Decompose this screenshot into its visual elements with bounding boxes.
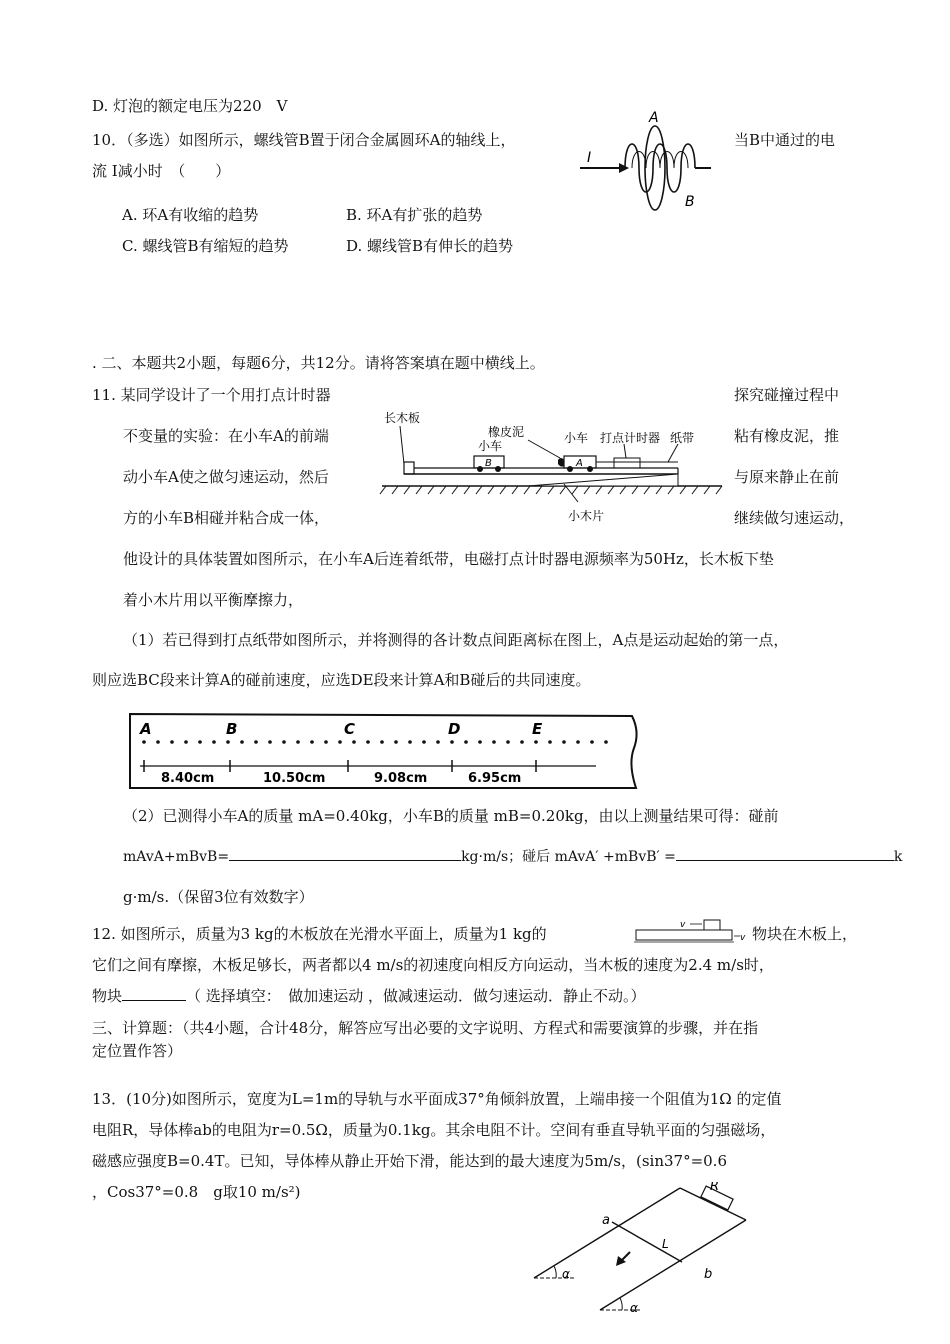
tape-dot — [604, 740, 608, 744]
collision-apparatus-figure — [378, 402, 728, 532]
q11-line5: 他设计的具体装置如图所示，在小车A后连着纸带，电磁打点计时器电源频率为50Hz，长木板下垫 — [123, 550, 774, 568]
q13-line1: 13．(10分)如图所示，宽度为L=1m的导轨与水平面成37°角倾斜放置，上端串接一个阻值为1Ω 的定值 — [92, 1090, 782, 1108]
tape-dot — [156, 740, 160, 744]
unit-fragment: k — [893, 849, 903, 865]
board-block-figure — [630, 914, 750, 948]
q9-option-d: D. 灯泡的额定电压为220 V — [92, 97, 288, 115]
car-b-label: B — [485, 458, 492, 469]
resistor-label: R — [710, 1182, 720, 1194]
tape-dot — [422, 740, 426, 744]
tape-dot — [338, 740, 342, 744]
ring-label: A — [649, 110, 659, 126]
q12-line1: 12. 如图所示，质量为3 kg的木板放在光滑水平面上，质量为1 kg的 — [92, 925, 547, 943]
tape-dot — [282, 740, 286, 744]
current-label: I — [587, 150, 592, 166]
tape-dot — [464, 740, 468, 744]
q11-part2-line2 — [123, 846, 902, 867]
tape-dot — [296, 740, 300, 744]
tape-dot — [492, 740, 496, 744]
tape-dot — [366, 740, 370, 744]
tape-dot — [380, 740, 384, 744]
q12-line3 — [92, 986, 646, 1006]
q13-line4: ，Cos37°=0.8 g取10 m/s²) — [92, 1183, 301, 1201]
q11-line3-cont: 与原来静止在前 — [734, 468, 840, 486]
timer-label: 打点计时器 — [600, 431, 661, 445]
car-a-label: A — [576, 458, 583, 469]
tape-dot — [268, 740, 272, 744]
tape-dot — [142, 740, 146, 744]
tape-dot — [534, 740, 538, 744]
q10-stem-line1-cont: 当B中通过的电 — [734, 131, 836, 149]
q10-option-a: A. 环A有收缩的趋势 — [122, 206, 259, 224]
tape-dot — [310, 740, 314, 744]
board-label: 长木板 — [384, 411, 421, 425]
q11-part1-line1: （1）若已得到打点纸带如图所示，并将测得的各计数点间距离标在图上，A点是运动起始的第一点， — [123, 631, 789, 649]
q11-line1-cont: 探究碰撞过程中 — [734, 386, 840, 404]
tape-distance-label: 8.40cm — [161, 771, 215, 786]
section-3-heading-line2: 定位置作答） — [92, 1042, 183, 1060]
tape-dot — [436, 740, 440, 744]
tape-dot — [240, 740, 244, 744]
angle-alpha-1: α — [562, 1267, 570, 1281]
section-3-heading: 三、计算题：（共4小题，合计48分，解答应写出必要的文字说明、方程式和需要演算的步骤，并在指 — [92, 1019, 759, 1037]
tape-dot — [408, 740, 412, 744]
inclined-rails-figure — [530, 1182, 770, 1318]
q12-line3-label: 物块 — [92, 987, 123, 1005]
tape-dot — [184, 740, 188, 744]
tape-dot — [562, 740, 566, 744]
block-velocity: v — [680, 920, 686, 930]
tape-dot — [576, 740, 580, 744]
q10-option-d: D. 螺线管B有伸长的趋势 — [346, 237, 514, 255]
tape-dot — [352, 740, 356, 744]
q12-line2: 它们之间有摩擦，木板足够长，两者都以4 m/s的初速度向相反方向运动，当木板的速度为2.4 m/s时， — [92, 956, 774, 974]
tape-dot — [590, 740, 594, 744]
clay-label: 橡皮泥 — [488, 425, 525, 439]
rod-end-a: a — [602, 1213, 610, 1228]
q10-stem-line1: 10．（多选）如图所示，螺线管B置于闭合金属圆环A的轴线上， — [92, 131, 516, 149]
tape-dot — [226, 740, 230, 744]
tape-distance-label: 9.08cm — [374, 771, 428, 786]
tape-dot — [324, 740, 328, 744]
tape-point-label: E — [532, 720, 543, 738]
board-velocity: v — [740, 933, 746, 943]
tape-dot — [506, 740, 510, 744]
section-2-heading: . 二、本题共2小题，每题6分，共12分。请将答案填在题中横线上。 — [92, 354, 545, 372]
angle-alpha-2: α — [630, 1301, 638, 1315]
answer-blank-q12[interactable] — [122, 986, 186, 1001]
car-a-name: 小车 — [564, 431, 589, 445]
q11-line3: 动小车A使之做匀速运动，然后 — [123, 468, 329, 486]
answer-blank-after[interactable] — [676, 846, 894, 861]
q11-line2: 不变量的实验：在小车A的前端 — [123, 427, 329, 445]
q11-part1-line2: 则应选BC段来计算A的碰前速度，应选DE段来计算A和B碰后的共同速度。 — [92, 671, 591, 689]
tape-point-label: A — [140, 720, 152, 738]
q11-line6: 着小木片用以平衡摩擦力， — [123, 591, 304, 609]
tape-point-label: D — [448, 720, 461, 738]
car-b-name: 小车 — [478, 439, 503, 453]
tape-distance-label: 6.95cm — [468, 771, 522, 786]
q13-line3: 磁感应强度B=0.4T。已知，导体棒从静止开始下滑，能达到的最大速度为5m/s，(sin37°=0.6 — [92, 1152, 727, 1170]
q11-line2-cont: 粘有橡皮泥，推 — [734, 427, 840, 445]
solenoid-ring-figure — [575, 106, 715, 216]
tape-label: 纸带 — [670, 431, 695, 445]
paper-tape-figure — [126, 708, 646, 794]
tape-point-label: C — [344, 720, 356, 738]
rod-end-b: b — [704, 1267, 713, 1282]
q11-line4-cont: 继续做匀速运动， — [734, 509, 855, 527]
tape-dot — [198, 740, 202, 744]
width-label: L — [662, 1237, 669, 1251]
answer-blank-before[interactable] — [229, 846, 461, 861]
tape-dot — [212, 740, 216, 744]
tape-dot — [170, 740, 174, 744]
q10-stem-line2: 流 I减小时 （ ） — [92, 162, 231, 180]
q11-part2-line1: （2）已测得小车A的质量 mA=0.40kg，小车B的质量 mB=0.20kg，由以上测量结果可得：碰前 — [123, 807, 779, 825]
tape-dot — [478, 740, 482, 744]
tape-dot — [450, 740, 454, 744]
tape-point-label: B — [226, 720, 238, 738]
q11-line4: 方的小车B相碰并粘合成一体， — [123, 509, 330, 527]
wedge-label: 小木片 — [568, 509, 605, 523]
momentum-after-label: kg·m/s；碰后 mAvA′ +mBvB′ = — [461, 849, 676, 865]
tape-dot — [548, 740, 552, 744]
q12-choices: （ 选择填空： 做加速运动 ，做减速运动．做匀速运动．静止不动。） — [186, 987, 646, 1005]
tape-dot — [254, 740, 258, 744]
tape-dot — [520, 740, 524, 744]
q10-option-c: C. 螺线管B有缩短的趋势 — [122, 237, 289, 255]
tape-dot — [394, 740, 398, 744]
momentum-before-label: mAvA+mBvB= — [123, 849, 230, 865]
tape-distance-label: 10.50cm — [263, 771, 326, 786]
q13-line2: 电阻R，导体棒ab的电阻为r=0.5Ω，质量为0.1kg。其余电阻不计。空间有垂直导轨平面的匀强磁场， — [92, 1121, 776, 1139]
solenoid-label: B — [685, 194, 695, 210]
q12-line1-cont: 物块在木板上， — [752, 925, 858, 943]
q11-part2-line3: g·m/s.（保留3位有效数字） — [123, 888, 314, 906]
q10-option-b: B. 环A有扩张的趋势 — [346, 206, 483, 224]
q11-line1: 11. 某同学设计了一个用打点计时器 — [92, 386, 331, 404]
